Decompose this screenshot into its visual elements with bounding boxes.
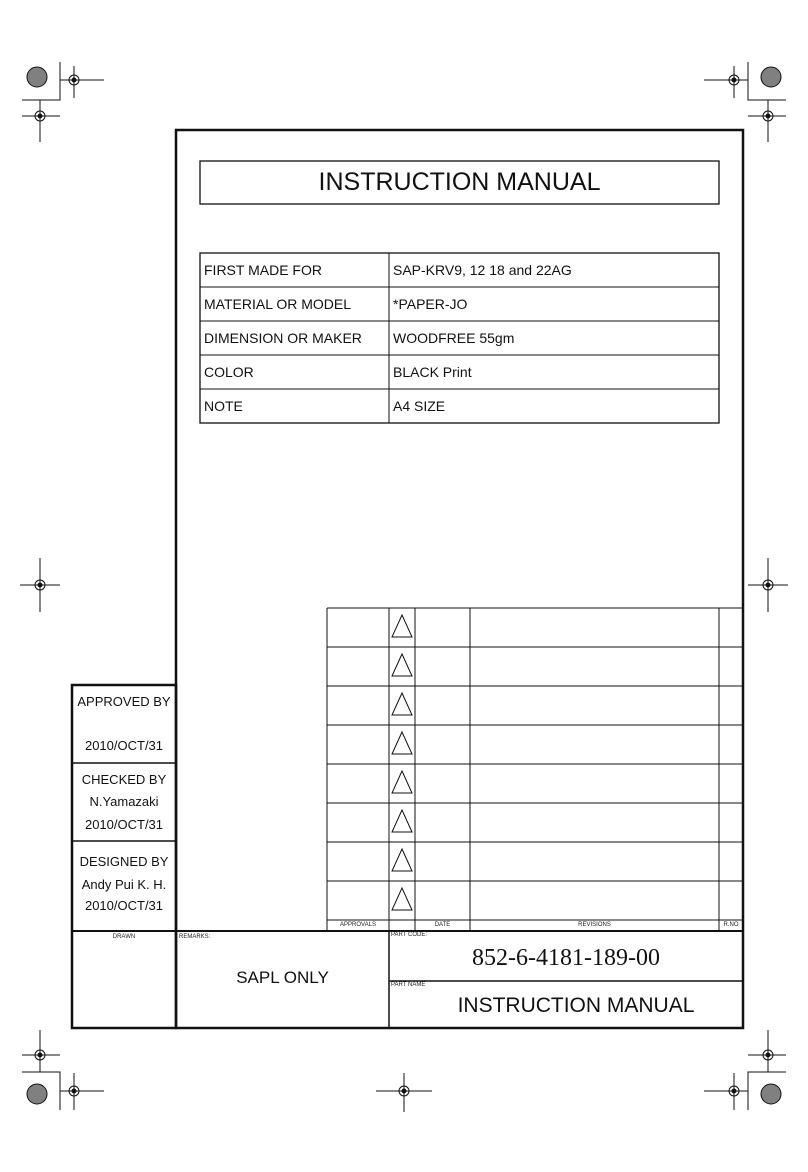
spec-label: NOTE [204,398,243,414]
spec-label: COLOR [204,364,254,380]
checked-by-label: CHECKED BY [81,772,167,787]
designed-by-name: Andy Pui K. H. [81,877,167,892]
spec-value: BLACK Print [393,364,472,380]
spec-label: FIRST MADE FOR [204,262,322,278]
crosshair-icon [748,1030,786,1072]
spec-value: SAP-KRV9, 12 18 and 22AG [393,262,572,278]
revision-table-lines [327,608,743,931]
revision-triangle-icon [392,888,412,910]
registration-dot-icon [27,67,47,87]
date-header: DATE [434,922,451,928]
registration-dot-icon [761,67,781,87]
spec-value: WOODFREE 55gm [393,330,515,346]
revision-triangle-icon [392,849,412,871]
spec-value: *PAPER-JO [393,296,468,312]
approved-by-label: APPROVED BY [77,694,171,709]
part-code-value: 852-6-4181-189-00 [472,945,660,971]
crosshair-icon [748,100,786,142]
document-title: INSTRUCTION MANUAL [318,168,601,196]
registration-dot-icon [761,1084,781,1104]
remarks-label: REMARKS: [179,934,211,940]
crosshair-icon [60,66,104,98]
drawn-label: DRAWN [112,934,136,940]
revisions-header: REVISIONS [578,922,611,928]
approved-by-date: 2010/OCT/31 [84,738,164,753]
designed-by-date: 2010/OCT/31 [84,898,164,913]
checked-by-date: 2010/OCT/31 [84,817,164,832]
crosshair-icon [22,1030,60,1072]
revision-triangle-icon [392,810,412,832]
spec-label: MATERIAL OR MODEL [204,296,352,312]
crosshair-icon [704,66,748,98]
revision-triangles [392,615,412,910]
part-code-label: PART CODE: [391,932,428,938]
crosshair-icon [376,1073,432,1112]
registration-dot-icon [27,1084,47,1104]
rno-header: R.NO [723,922,739,928]
approvals-header: APPROVALS [340,922,376,928]
revision-triangle-icon [392,771,412,793]
checked-by-name: N.Yamazaki [89,794,159,809]
crosshair-icon [748,558,788,612]
part-name-label: PART NAME [391,982,426,988]
remarks-value: SAPL ONLY [236,968,329,987]
crosshair-icon [60,1073,104,1110]
revision-triangle-icon [392,693,412,715]
revision-triangle-icon [392,654,412,676]
spec-value: A4 SIZE [393,398,446,414]
revision-triangle-icon [392,615,412,637]
spec-label: DIMENSION OR MAKER [204,330,362,346]
revision-triangle-icon [392,732,412,754]
crosshair-icon [20,558,60,612]
designed-by-label: DESIGNED BY [79,854,169,869]
crosshair-icon [22,100,60,142]
crosshair-icon [704,1073,748,1110]
part-name-value: INSTRUCTION MANUAL [457,994,695,1017]
